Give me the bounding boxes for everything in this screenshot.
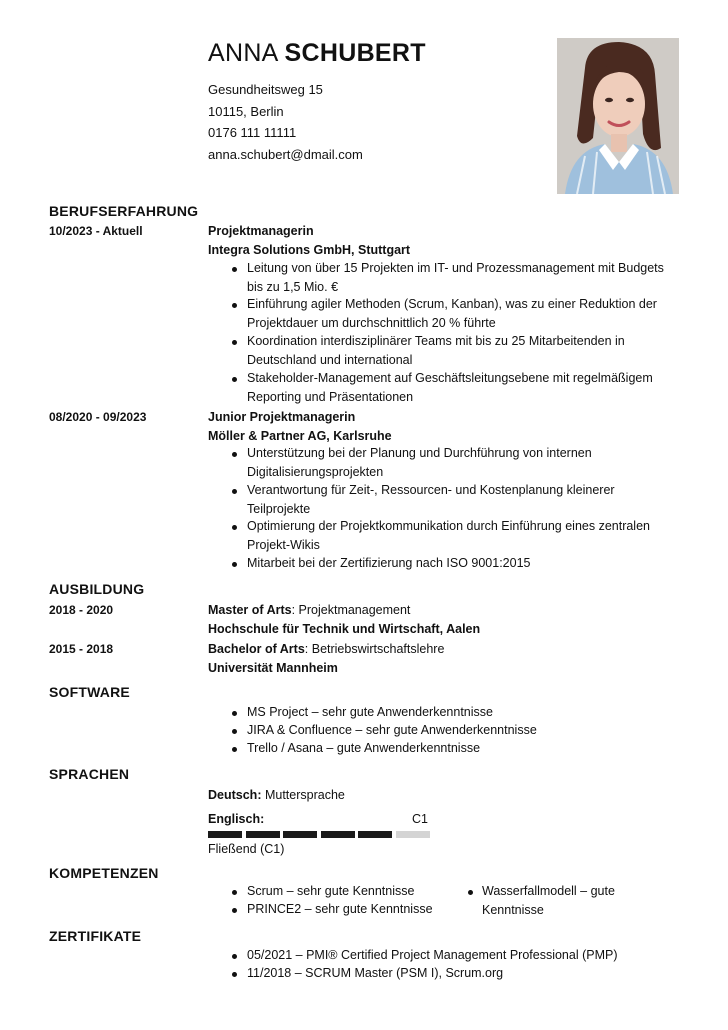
- software-item: JIRA & Confluence – sehr gute Anwenderkenntnisse: [247, 723, 537, 737]
- degree-name: Master of Arts: [208, 603, 292, 617]
- job-bullet: Einführung agiler Methoden (Scrum, Kanban), was zu einer Reduktion der Projektdauer um durchschnittlich 20 % führte: [247, 297, 657, 330]
- degree-field: : Betriebswirtschaftslehre: [304, 642, 445, 656]
- bullet-icon: [232, 303, 237, 308]
- bullet-icon: [232, 340, 237, 345]
- education-date: 2015 - 2018: [49, 642, 114, 656]
- section-title-skills: KOMPETENZEN: [49, 865, 159, 881]
- street-address: Gesundheitsweg 15: [208, 82, 323, 97]
- level-segment-filled: [321, 831, 355, 838]
- job-bullet: Optimierung der Projektkommunikation durch Einführung eines zentralen Projekt-Wikis: [247, 519, 650, 552]
- level-segment-empty: [396, 831, 430, 838]
- section-title-software: SOFTWARE: [49, 684, 130, 700]
- phone-number: 0176 111 11111: [208, 125, 297, 140]
- job-bullet: Unterstützung bei der Planung und Durchführung von internen Digitalisierungsprojekten: [247, 446, 592, 479]
- job-company: Integra Solutions GmbH, Stuttgart: [208, 243, 411, 257]
- job-date: 08/2020 - 09/2023: [49, 410, 147, 424]
- language-label: Deutsch:: [208, 788, 262, 802]
- level-segment-filled: [358, 831, 392, 838]
- bullet-icon: [232, 890, 237, 895]
- profile-photo: [557, 38, 679, 194]
- degree-field: : Projektmanagement: [291, 603, 411, 617]
- section-title-experience: BERUFSERFAHRUNG: [49, 203, 199, 219]
- bullet-icon: [232, 377, 237, 382]
- language-description-english: Fließend (C1): [208, 842, 285, 856]
- education-degree-line: [208, 641, 444, 657]
- last-name: SCHUBERT: [284, 39, 426, 67]
- education-degree-line: [208, 602, 410, 618]
- job-position: Junior Projektmanagerin: [208, 410, 356, 424]
- job-bullet: Verantwortung für Zeit-, Ressourcen- und Kostenplanung kleinerer Teilprojekte: [247, 483, 615, 516]
- level-segment-filled: [283, 831, 317, 838]
- bullet-icon: [468, 890, 473, 895]
- job-date: 10/2023 - Aktuell: [49, 224, 143, 238]
- bullet-icon: [232, 729, 237, 734]
- bullet-icon: [232, 562, 237, 567]
- email-address: anna.schubert@dmail.com: [208, 147, 363, 162]
- certificate-item: 05/2021 – PMI® Certified Project Management Professional (PMP): [247, 948, 618, 962]
- language-label-english: Englisch:: [208, 812, 265, 826]
- language-german: [208, 787, 345, 803]
- bullet-icon: [232, 747, 237, 752]
- level-segment-filled: [208, 831, 242, 838]
- level-segment-filled: [246, 831, 280, 838]
- section-title-certificates: ZERTIFIKATE: [49, 928, 142, 944]
- bullet-icon: [232, 489, 237, 494]
- bullet-icon: [232, 525, 237, 530]
- bullet-icon: [232, 711, 237, 716]
- bullet-icon: [232, 972, 237, 977]
- job-bullet: Stakeholder-Management auf Geschäftsleitungsebene mit regelmäßigem Reporting und Präsentationen: [247, 371, 653, 404]
- education-school: Universität Mannheim: [208, 661, 338, 675]
- software-item: MS Project – sehr gute Anwenderkenntnisse: [247, 705, 493, 719]
- bullet-icon: [232, 954, 237, 959]
- software-item: Trello / Asana – gute Anwenderkenntnisse: [247, 741, 481, 755]
- bullet-icon: [232, 267, 237, 272]
- bullet-icon: [232, 452, 237, 457]
- applicant-name: [208, 38, 426, 68]
- job-company: Möller & Partner AG, Karlsruhe: [208, 429, 392, 443]
- section-title-languages: SPRACHEN: [49, 766, 130, 782]
- job-position: Projektmanagerin: [208, 224, 314, 238]
- job-bullet: Mitarbeit bei der Zertifizierung nach ISO 9001:2015: [247, 556, 531, 570]
- skill-item: Scrum – sehr gute Kenntnisse: [247, 884, 415, 898]
- first-name: ANNA: [208, 39, 278, 67]
- bullet-icon: [232, 908, 237, 913]
- language-level-english: C1: [412, 812, 428, 826]
- skill-item: Wasserfallmodell – gute Kenntnisse: [482, 884, 615, 917]
- language-level-text: Muttersprache: [261, 788, 345, 802]
- section-title-education: AUSBILDUNG: [49, 581, 145, 597]
- education-school: Hochschule für Technik und Wirtschaft, Aalen: [208, 622, 481, 636]
- education-date: 2018 - 2020: [49, 603, 114, 617]
- job-bullet: Leitung von über 15 Projekten im IT- und Prozessmanagement mit Budgets bis zu 1,5 Mio. €: [247, 261, 664, 294]
- job-bullet: Koordination interdisziplinärer Teams mit bis zu 25 Mitarbeitenden in Deutschland und international: [247, 334, 625, 367]
- degree-name: Bachelor of Arts: [208, 642, 305, 656]
- certificate-item: 11/2018 – SCRUM Master (PSM I), Scrum.org: [247, 966, 504, 980]
- skill-item: PRINCE2 – sehr gute Kenntnisse: [247, 902, 433, 916]
- city-address: 10115, Berlin: [208, 104, 284, 119]
